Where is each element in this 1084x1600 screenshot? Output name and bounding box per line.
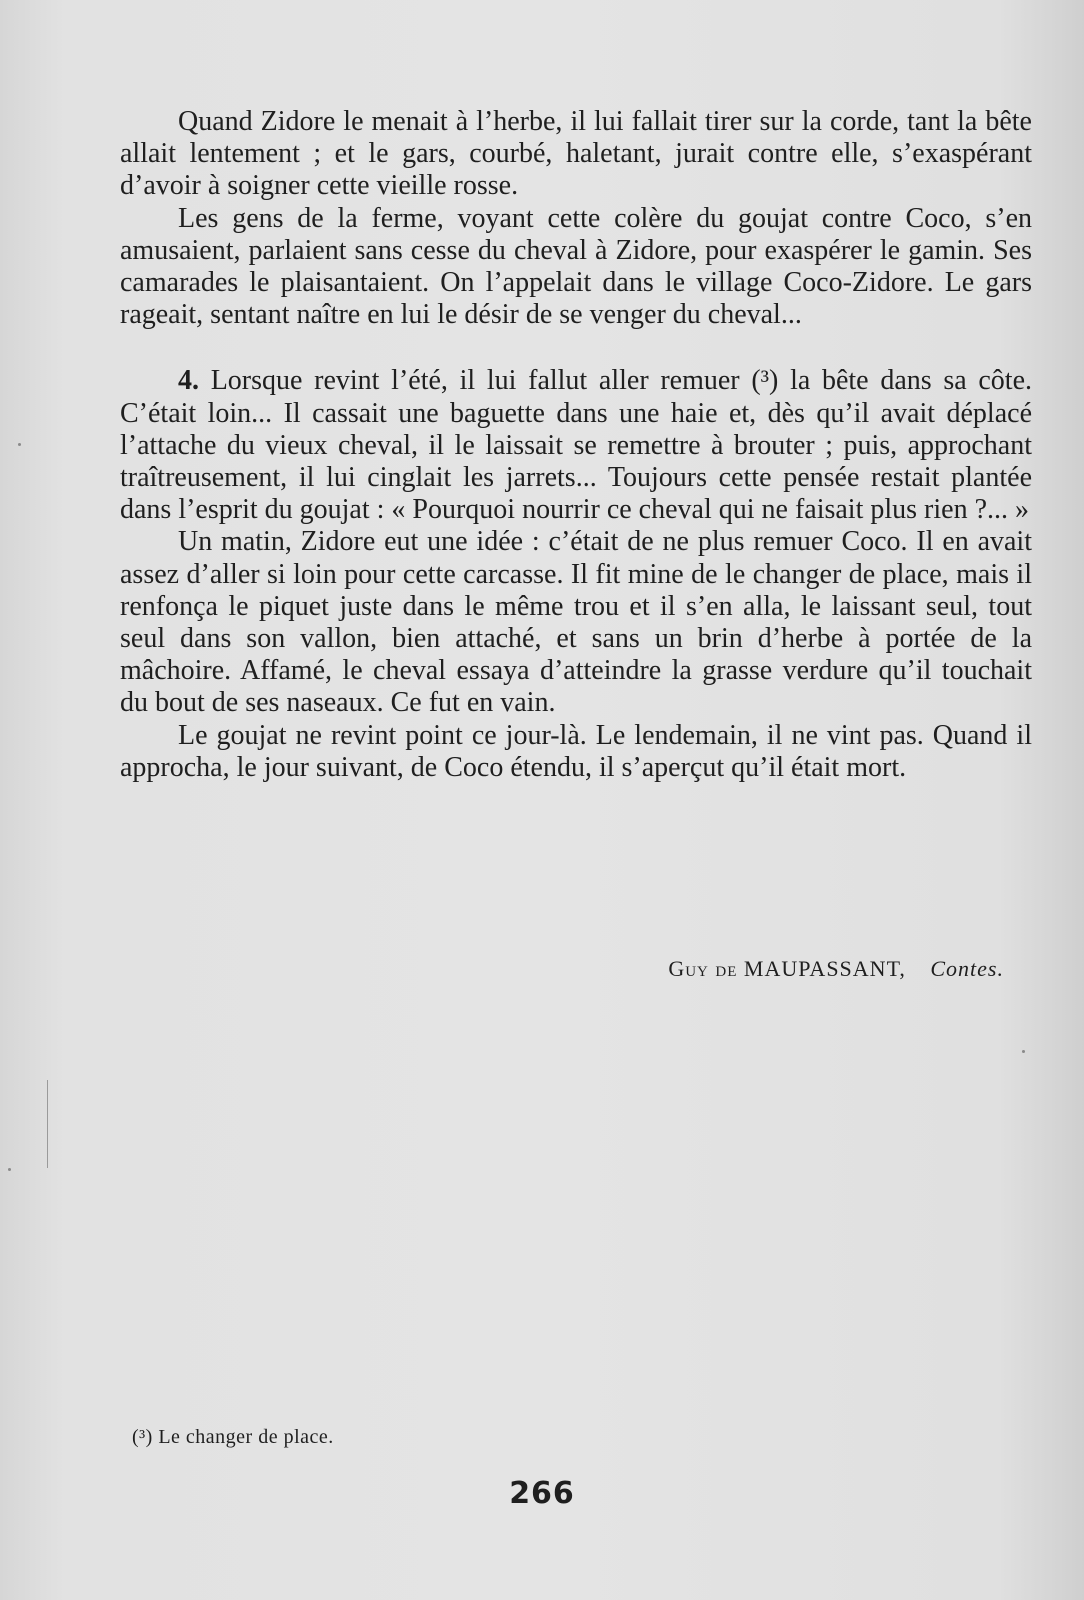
section-4-text: Lorsque revint l’été, il lui fallut aller remuer (³) la bête dans sa côte. C’était loin... Il cassait une baguette dans une haie et, dès qu’il avait déplacé l’attache du vieux cheval, il le laissait se remettre à brouter ; puis, approchant traîtreusement, il lui cinglait les jarrets... Toujours cette pensée restait plantée dans l’esprit du goujat : « Pourquoi nourrir ce cheval qui ne faisait plus rien ?... » [120,365,1032,526]
margin-mark [47,1080,48,1168]
section-4-first-paragraph [120,365,1032,526]
paragraph-4: Un matin, Zidore eut une idée : c’était de ne plus remuer Coco. Il en avait assez d’aller si loin pour cette carcasse. Il fit mine de le changer de place, mais il renfonça le piquet juste dans le même trou et il s’en alla, le laissant seul, tout seul dans son vallon, bien attaché, et sans un brin d’herbe à portée de la mâchoire. Affamé, le cheval essaya d’atteindre la grasse verdure qu’il touchait du bout de ses naseaux. Ce fut en vain. [120,526,1032,719]
section-gap [120,331,1032,365]
paper-speck [18,443,21,446]
main-text [120,106,1032,784]
attribution [668,956,1004,982]
paragraph-1: Quand Zidore le menait à l’herbe, il lui fallait tirer sur la corde, tant la bête allait lentement ; et le gars, courbé, haletant, jurait contre elle, s’exaspérant d’avoir à soigner cette vieille rosse. [120,106,1032,202]
author-name: Guy de MAUPASSANT, [668,956,906,981]
footnote: (³) Le changer de place. [132,1426,334,1448]
paper-speck [8,1168,11,1171]
paragraph-2: Les gens de la ferme, voyant cette colère du goujat contre Coco, s’en amusaient, parlaient sans cesse du cheval à Zidore, pour exaspérer le gamin. Ses camarades le plaisantaient. On l’appelait dans le village Coco-Zidore. Le gars rageait, sentant naître en lui le désir de se venger du cheval... [120,202,1032,331]
paper-speck [1022,1050,1025,1053]
page-number: 266 [509,1476,575,1511]
paragraph-5: Le goujat ne revint point ce jour-là. Le lendemain, il ne vint pas. Quand il approcha, le jour suivant, de Coco étendu, il s’aperçut qu’il était mort. [120,719,1032,783]
work-title: Contes. [930,956,1004,981]
section-number: 4. [178,365,199,397]
